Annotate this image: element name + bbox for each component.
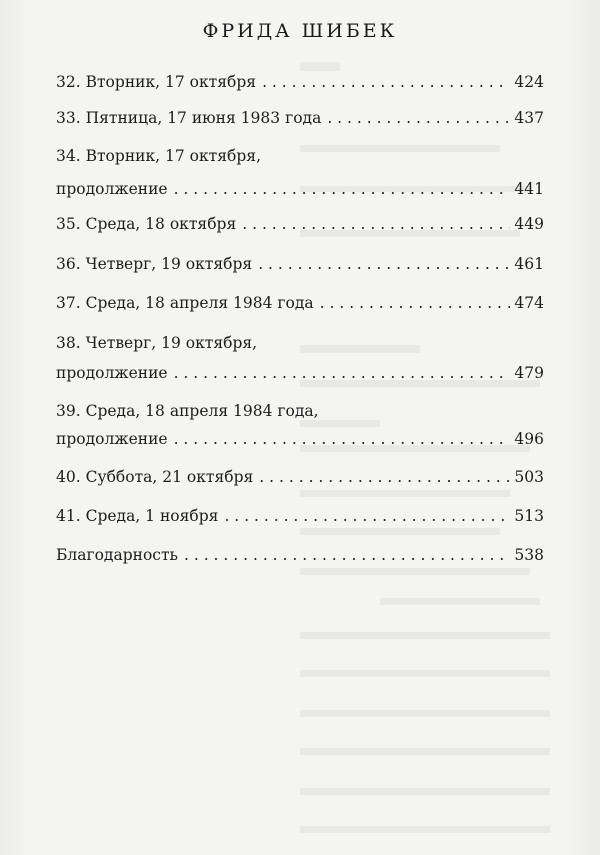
toc-entry-page: 474 xyxy=(514,294,544,312)
toc-entry-title: Среда, 1 ноября xyxy=(85,507,219,525)
toc-entry-38 xyxy=(56,333,544,383)
toc-entry-title: Среда, 18 октября xyxy=(85,215,237,233)
toc-entry-continuation: продолжение xyxy=(56,364,168,382)
toc-entry-number: 32. xyxy=(56,73,81,91)
leader-dots xyxy=(236,214,510,234)
toc-entry-number: 40. xyxy=(56,468,81,486)
toc-entry-title: Четверг, 19 октября, xyxy=(85,334,258,352)
toc-entry-page: 513 xyxy=(514,507,544,525)
leader-dots xyxy=(168,429,511,449)
leader-dots xyxy=(168,363,511,383)
leader-dots xyxy=(321,108,510,128)
toc-entry-39 xyxy=(56,401,544,449)
toc-entry-title: Суббота, 21 октября xyxy=(85,468,254,486)
toc-entry-page: 441 xyxy=(514,180,544,198)
toc-entry-number: 37. xyxy=(56,294,81,312)
toc-entry-continuation: продолжение xyxy=(56,430,168,448)
toc-entry-number: 41. xyxy=(56,507,81,525)
toc-entry-acknowledgements xyxy=(56,545,544,565)
toc-entry-37 xyxy=(56,293,544,313)
toc-entry-34 xyxy=(56,146,544,199)
toc-entry-40 xyxy=(56,467,544,487)
toc-entry-page: 449 xyxy=(514,215,544,233)
toc-entry-title: Среда, 18 апреля 1984 года xyxy=(85,294,314,312)
toc-entry-35 xyxy=(56,214,544,234)
leader-dots xyxy=(218,506,510,526)
toc-entry-number: 34. xyxy=(56,147,81,165)
toc-entry-title: Четверг, 19 октября xyxy=(85,255,253,273)
toc-entry-page: 538 xyxy=(514,546,544,564)
toc-entry-title: Вторник, 17 октября xyxy=(85,73,257,91)
toc-entry-page: 437 xyxy=(514,109,544,127)
leader-dots xyxy=(314,293,511,313)
toc-entry-number: 33. xyxy=(56,109,81,127)
toc-entry-title: Вторник, 17 октября, xyxy=(85,147,261,165)
leader-dots xyxy=(178,545,510,565)
toc-entry-36 xyxy=(56,254,544,274)
running-head: ФРИДА ШИБЕК xyxy=(202,20,398,42)
toc-entry-title: Среда, 18 апреля 1984 года, xyxy=(85,402,319,420)
toc-entry-number: 36. xyxy=(56,255,81,273)
leader-dots xyxy=(168,179,511,199)
toc-entry-title: Благодарность xyxy=(56,546,178,564)
toc-entry-page: 496 xyxy=(514,430,544,448)
toc-entry-number: 38. xyxy=(56,334,81,352)
toc-entry-number: 35. xyxy=(56,215,81,233)
toc-entry-33 xyxy=(56,108,544,128)
toc-entry-41 xyxy=(56,506,544,526)
leader-dots xyxy=(256,72,510,92)
toc-entry-number: 39. xyxy=(56,402,81,420)
toc-entry-page: 424 xyxy=(514,73,544,91)
leader-dots xyxy=(253,467,510,487)
toc-entry-page: 479 xyxy=(514,364,544,382)
toc-entry-32 xyxy=(56,72,544,92)
toc-entry-continuation: продолжение xyxy=(56,180,168,198)
toc-entry-page: 461 xyxy=(514,255,544,273)
toc-entry-page: 503 xyxy=(514,468,544,486)
toc-entry-title: Пятница, 17 июня 1983 года xyxy=(85,109,322,127)
leader-dots xyxy=(252,254,510,274)
